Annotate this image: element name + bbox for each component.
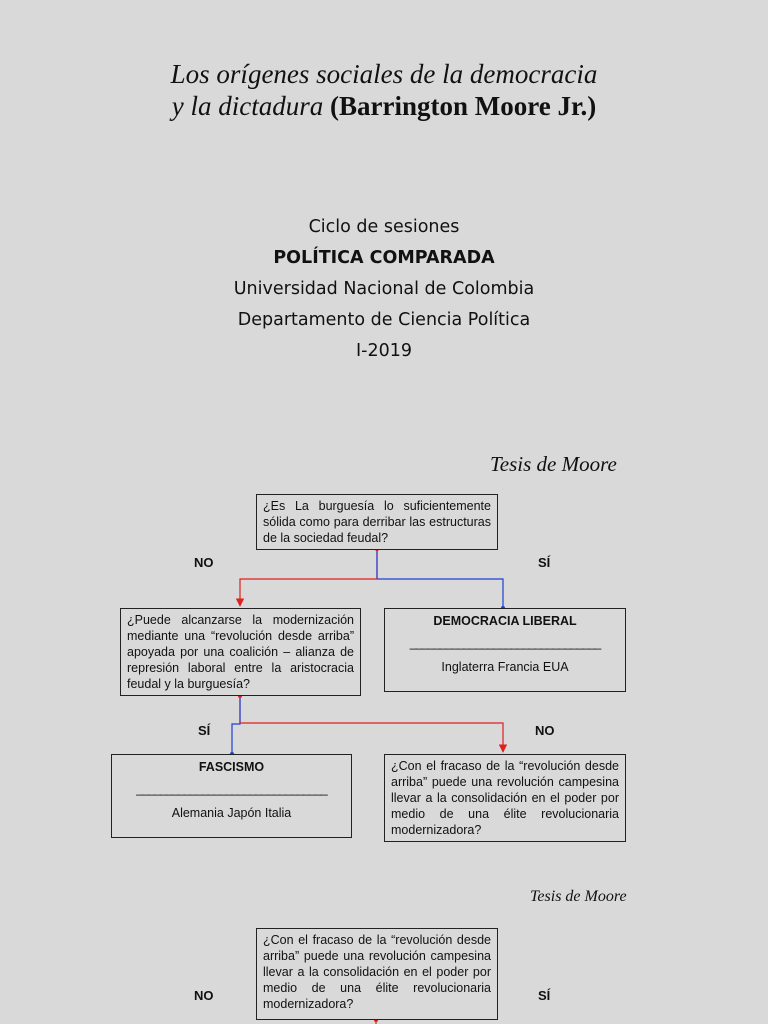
subtitle-line-5: I-2019 (355, 341, 412, 361)
question-text-4: ¿Con el fracaso de la “revolución desde arriba” puede una revolución campesina llevar a la consolidación en el poder por medio de una élite revolucionaria modernizadora? (263, 933, 491, 1011)
diagram-heading: Tesis de Moore (490, 452, 617, 476)
democracia-countries: Inglaterra Francia EUA (441, 660, 569, 674)
diagram-2-heading: Tesis de Moore (530, 888, 627, 905)
fascismo-rule: ________________________________ (136, 782, 327, 796)
democracia-rule: ________________________________ (409, 636, 601, 650)
si-label-2: SÍ (198, 723, 211, 738)
no-label-1: NO (194, 555, 214, 570)
si-branch-2 (232, 698, 240, 753)
democracia-liberal-box (384, 608, 626, 692)
question-box-revolucion-campesina (384, 754, 626, 842)
title-italic-part: y la dictadura (171, 91, 324, 121)
question-text-3: ¿Con el fracaso de la “revolución desde arriba” puede una revolución campesina llevar a la consolidación en el poder por medio de una élite revolucionaria modernizadora? (391, 759, 619, 837)
no-label-3: NO (194, 988, 214, 1003)
subtitle-line-3: Universidad Nacional de Colombia (233, 279, 535, 299)
question-text-2: ¿Puede alcanzarse la modernización mediante una “revolución desde arriba” apoyada por una coalición – alianza de represión laboral entre la aristocracia feudal y la burguesía? (127, 613, 354, 691)
question-box-burguesia (256, 494, 498, 550)
si-label-1: SÍ (538, 555, 551, 570)
question-box-2-revolucion-campesina (256, 928, 498, 1020)
question-text-1: ¿Es La burguesía lo suficientemente sólida como para derribar las estructuras de la sociedad feudal? (263, 499, 491, 545)
question-box-revolucion-desde-arriba (120, 608, 361, 696)
subtitle-line-4: Departamento de Ciencia Política (237, 310, 531, 330)
title-author: (Barrington Moore Jr.) (330, 91, 597, 121)
si-label-3: SÍ (538, 988, 551, 1003)
no-branch-2 (240, 723, 503, 752)
no-label-2: NO (535, 723, 555, 738)
fascismo-title: FASCISMO (198, 760, 265, 774)
no-branch-1 (240, 579, 377, 606)
fascismo-box (111, 754, 352, 838)
democracia-title: DEMOCRACIA LIBERAL (433, 614, 577, 628)
si-branch-1 (377, 579, 503, 607)
title-line-1: Los orígenes sociales de la democracia (170, 59, 598, 89)
fascismo-countries: Alemania Japón Italia (171, 806, 292, 820)
subtitle-line-2: POLÍTICA COMPARADA (273, 248, 495, 268)
subtitle-line-1: Ciclo de sesiones (308, 217, 460, 237)
